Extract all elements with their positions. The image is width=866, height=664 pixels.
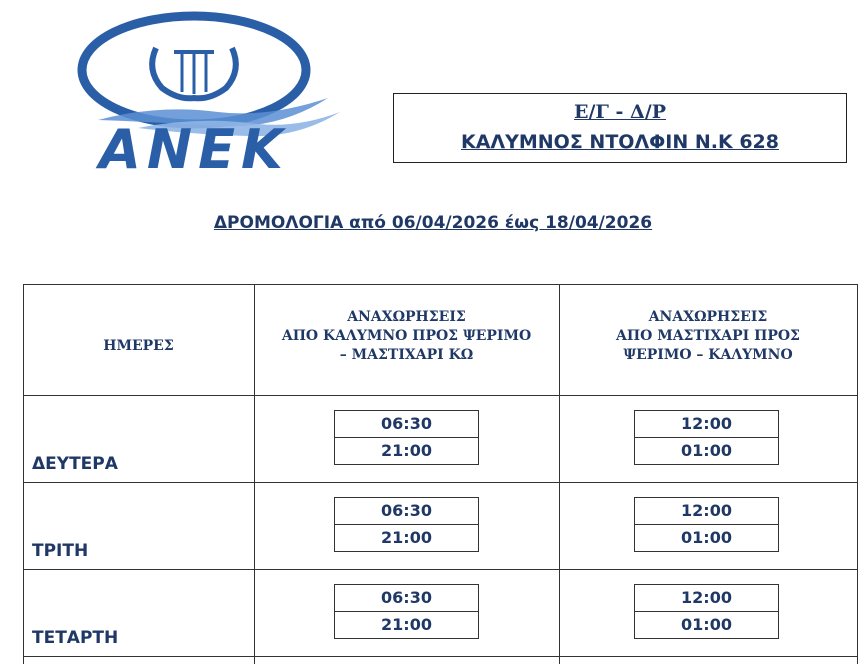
- departure-time: 21:00: [335, 524, 478, 551]
- departure-time: 01:00: [635, 611, 778, 638]
- kalymnos-times: [334, 584, 479, 639]
- grid-line: [23, 284, 858, 285]
- logo-text: ΑΝΕΚ: [99, 118, 289, 174]
- departure-time: 12:00: [681, 588, 732, 607]
- departure-time: 06:30: [381, 414, 432, 433]
- kalymnos-times: [334, 410, 479, 465]
- departure-time: 01:00: [635, 437, 778, 464]
- grid-line: [857, 284, 858, 664]
- day-label: ΔΕΥΤΕΡΑ: [32, 454, 118, 474]
- grid-line: [23, 395, 858, 396]
- mastichari-times: [634, 497, 779, 552]
- departure-time: 12:00: [681, 501, 732, 520]
- timetable: [23, 284, 858, 664]
- kalymnos-times: [334, 497, 479, 552]
- grid-line: [23, 482, 858, 483]
- departure-time: 12:00: [681, 414, 732, 433]
- header-mastichari-departures: ΑΝΑΧΩΡΗΣΕΙΣ ΑΠΟ ΜΑΣΤΙΧΑΡΙ ΠΡΟΣ ΨΕΡΙΜΟ – ΚΑΛΥΜΝΟ: [616, 309, 800, 363]
- mastichari-times: [634, 584, 779, 639]
- departure-time: 06:30: [381, 501, 432, 520]
- lyre-icon: [152, 48, 236, 98]
- day-label: ΤΡΙΤΗ: [32, 541, 89, 561]
- grid-line: [23, 656, 858, 657]
- schedule-title: ΔΡΟΜΟΛΟΓΙΑ από 06/04/2026 έως 18/04/2026: [213, 213, 653, 233]
- departure-time: 21:00: [335, 437, 478, 464]
- departure-time: 21:00: [335, 611, 478, 638]
- mastichari-times: [634, 410, 779, 465]
- anek-logo: [28, 8, 360, 174]
- header-kalymnos-departures: ΑΝΑΧΩΡΗΣΕΙΣ ΑΠΟ ΚΑΛΥΜΝΟ ΠΡΟΣ ΨΕΡΙΜΟ – ΜΑΣΤΙΧΑΡΙ ΚΩ: [281, 309, 532, 363]
- grid-line: [23, 569, 858, 570]
- vessel-type: Ε/Γ - Δ/Ρ: [574, 101, 666, 123]
- vessel-name: ΚΑΛΥΜΝΟΣ ΝΤΟΛΦΙΝ Ν.Κ 628: [460, 131, 780, 153]
- header-days: ΗΜΕΡΕΣ: [103, 338, 174, 354]
- departure-time: 01:00: [635, 524, 778, 551]
- departure-time: 06:30: [381, 588, 432, 607]
- ship-title-box: [393, 93, 847, 163]
- day-label: ΤΕΤΑΡΤΗ: [32, 628, 119, 648]
